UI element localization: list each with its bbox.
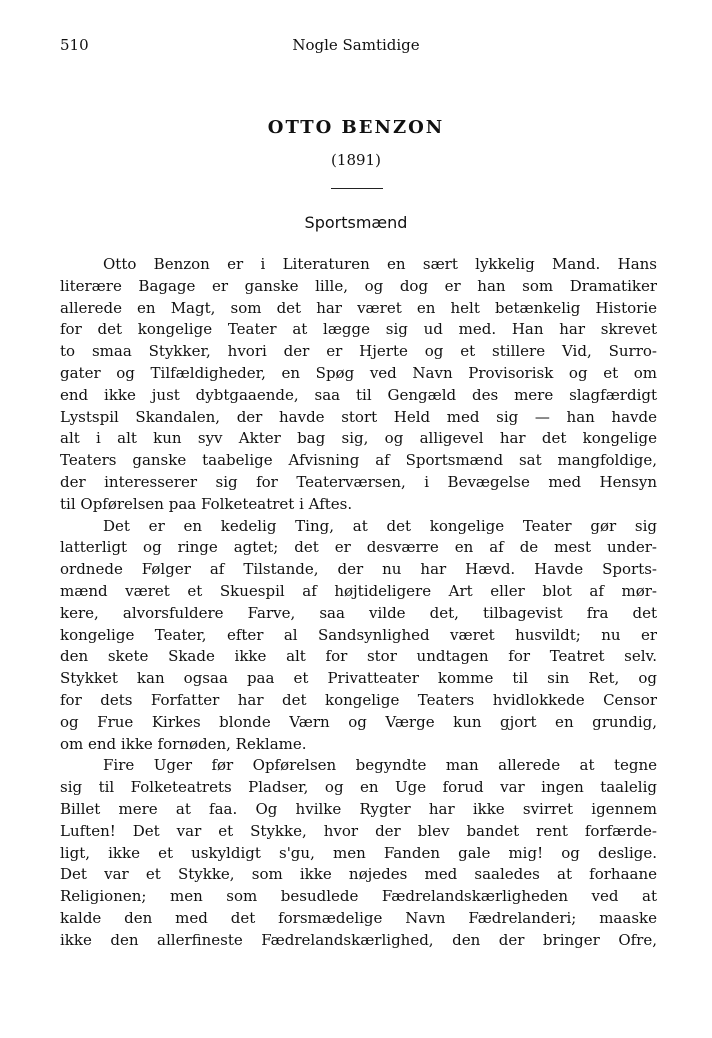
- text-line: sig til Folketeatrets Pladser, og en Uge forud var ingen taalelig: [60, 778, 657, 797]
- text-line: ordnede Følger af Tilstande, der nu har Hævd. Havde Sports-: [60, 560, 657, 579]
- text-line: kongelige Teater, efter al Sandsynlighed været husvildt; nu er: [60, 625, 657, 644]
- text-line: ligt, ikke et uskyldigt s'gu, men Fanden gale mig! og deslige.: [60, 843, 657, 862]
- article-year: (1891): [331, 151, 381, 169]
- text-line: kere, alvorsfuldere Farve, saa vilde det, tilbagevist fra det: [60, 603, 657, 622]
- text-line: mænd været et Skuespil af højtideligere Art eller blot af mør-: [60, 581, 657, 600]
- text-line: literære Bagage er ganske lille, og dog er han som Dramatiker: [60, 276, 657, 295]
- text-line: Luften! Det var et Stykke, hvor der blev bandet rent forfærde-: [60, 821, 657, 840]
- running-head: Nogle Samtidige: [292, 36, 420, 54]
- text-line: Det var et Stykke, som ikke nøjedes med saaledes at forhaane: [60, 865, 657, 884]
- text-line: Stykket kan ogsaa paa et Privatteater komme til sin Ret, og: [60, 669, 657, 688]
- text-line: latterligt og ringe agtet; det er desværre en af de mest under-: [60, 538, 657, 557]
- text-line: end ikke just dybtgaaende, saa til Gengæld des mere slagfærdigt: [60, 385, 657, 404]
- text-line: ikke den allerfineste Fædrelandskærlighed, den der bringer Ofre,: [60, 930, 657, 949]
- text-line: Religionen; men som besudlede Fædrelandskærligheden ved at: [60, 887, 657, 906]
- text-line: Teaters ganske taabelige Afvisning af Sportsmænd sat mangfoldige,: [60, 451, 657, 470]
- text-line: Det er en kedelig Ting, at det kongelige Teater gør sig: [103, 516, 657, 535]
- article-subtitle: Sportsmænd: [304, 213, 408, 232]
- text-line: Otto Benzon er i Literaturen en sært lykkelig Mand. Hans: [103, 255, 657, 273]
- title-divider: [331, 188, 383, 189]
- article-title: OTTO BENZON: [267, 117, 445, 138]
- text-line: alt i alt kun syv Akter bag sig, og alligevel har det kongelige: [60, 429, 657, 448]
- text-line: der interesserer sig for Teaterværsen, i Bevægelse med Hensyn: [60, 472, 657, 491]
- text-line: allerede en Magt, som det har været en helt betænkelig Historie: [60, 298, 657, 317]
- text-line: om end ikke fornøden, Reklame.: [60, 734, 307, 753]
- page-number: 510: [60, 36, 89, 54]
- text-line: kalde den med det forsmædelige Navn Fædrelanderi; maaske: [60, 908, 657, 927]
- text-line: to smaa Stykker, hvori der er Hjerte og et stillere Vid, Surro-: [60, 342, 657, 361]
- text-line: Lystspil Skandalen, der havde stort Held med sig — han havde: [60, 407, 657, 426]
- text-line: Billet mere at faa. Og hvilke Rygter har ikke svirret igennem: [60, 799, 657, 818]
- text-line: og Frue Kirkes blonde Værn og Værge kun gjort en grundig,: [60, 712, 657, 731]
- text-line: gater og Tilfældigheder, en Spøg ved Navn Provisorisk og et om: [60, 363, 657, 382]
- text-line: for det kongelige Teater at lægge sig ud med. Han har skrevet: [60, 320, 657, 339]
- body-text: [60, 254, 657, 952]
- text-line: til Opførelsen paa Folketeatret i Aftes.: [60, 494, 353, 513]
- text-line: for dets Forfatter har det kongelige Teaters hvidlokkede Censor: [60, 690, 657, 709]
- text-line: den skete Skade ikke alt for stor undtagen for Teatret selv.: [60, 647, 657, 666]
- text-line: Fire Uger før Opførelsen begyndte man allerede at tegne: [103, 756, 657, 775]
